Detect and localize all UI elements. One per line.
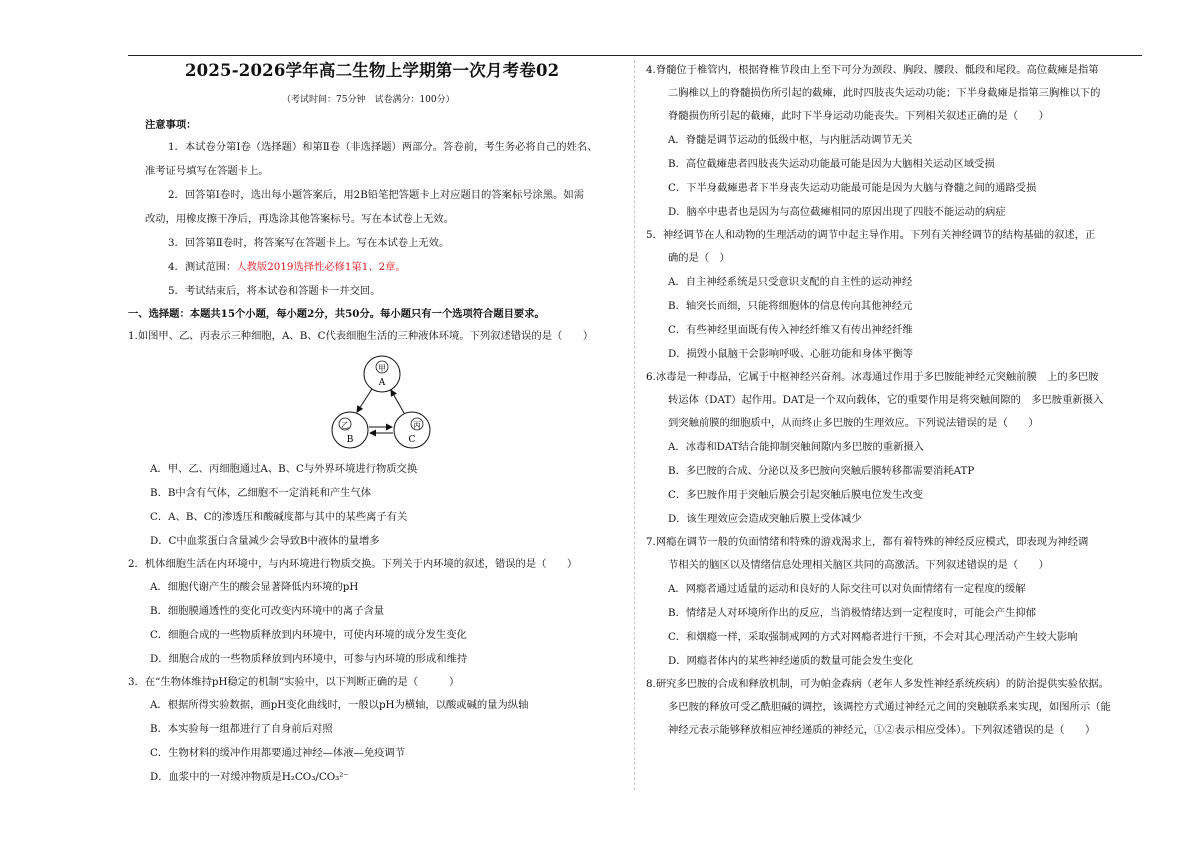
- diagram-svg: [328, 352, 438, 452]
- answer-option: B．情绪是人对环境所作出的反应，当消极情绪达到一定程度时，可能会产生抑郁: [668, 607, 1036, 619]
- question-stem: 8.研究多巴胺的合成和释放机制，可为帕金森病（老年人多发性神经系统疾病）的防治提供实验依据。: [646, 678, 1109, 690]
- question-stem: 神经元表示能够释放相应神经递质的神经元，①②表示相应受体）。下列叙述错误的是（ ）: [668, 724, 1096, 736]
- exam-title: 2025-2026学年高二生物上学期第一次月考卷02: [185, 61, 560, 80]
- answer-option: A．冰毒和DAT结合能抑制突触间隙内多巴胺的重新摄入: [668, 441, 924, 453]
- answer-option: B．轴突长而细，只能将细胞体的信息传向其他神经元: [668, 300, 913, 312]
- question-stem: 到突触前膜的细胞质中，从而终止多巴胺的生理效应。下列说法错误的是（ ）: [668, 417, 1039, 429]
- answer-option: D．血浆中的一对缓冲物质是H₂CO₃/CO₃²⁻: [150, 771, 349, 783]
- question-stem: 4.脊髓位于椎管内，根据脊椎节段由上至下可分为颈段、胸段、腰段、骶段和尾段。高位截瘫是指第: [646, 64, 1099, 76]
- question-stem: 节相关的脑区以及情绪信息处理相关脑区共同的高激活。下列叙述错误的是（ ）: [668, 559, 1049, 571]
- notice-line: 2．回答第Ⅰ卷时，选出每小题答案后，用2B铅笔把答题卡上对应题目的答案标号涂黑。如需: [168, 189, 585, 201]
- cell-fluid-diagram: [328, 352, 438, 456]
- node-a-char: 甲: [378, 364, 386, 373]
- answer-option: C．下半身截瘫患者下半身丧失运动功能最可能是因为大脑与脊髓之间的通路受损: [668, 182, 1037, 194]
- answer-option: A．脊髓是调节运动的低级中枢，与内脏活动调节无关: [668, 134, 913, 146]
- answer-option: A．甲、乙、丙细胞通过A、B、C与外界环境进行物质交换: [150, 463, 418, 475]
- answer-option: C．有些神经里面既有传入神经纤维又有传出神经纤维: [668, 324, 913, 336]
- question-stem: 2．机体细胞生活在内环境中，与内环境进行物质交换。下列关于内环境的叙述，错误的是（ ）: [128, 558, 578, 570]
- column-divider: [634, 60, 635, 790]
- answer-option: C．生物材料的缓冲作用都要通过神经—体液—免疫调节: [150, 747, 406, 759]
- question-stem: 6.冰毒是一种毒品，它属于中枢神经兴奋剂。冰毒通过作用于多巴胺能神经元突触前膜 上的多巴胺: [646, 371, 1099, 383]
- node-c-label: C: [408, 435, 416, 445]
- answer-option: C．多巴胺作用于突触后膜会引起突触后膜电位发生改变: [668, 489, 924, 501]
- answer-option: B．细胞膜通透性的变化可改变内环境中的离子含量: [150, 605, 385, 617]
- answer-option: B．多巴胺的合成、分泌以及多巴胺向突触后膜转移都需要消耗ATP: [668, 465, 975, 477]
- header-rule: [128, 55, 1142, 56]
- answer-option: D．C中血浆蛋白含量减少会导致B中液体的量增多: [150, 535, 380, 547]
- answer-option: B．B中含有气体，乙细胞不一定消耗和产生气体: [150, 487, 372, 499]
- notice-line: 改动，用橡皮擦干净后，再选涂其他答案标号。写在本试卷上无效。: [145, 213, 454, 225]
- answer-option: A．根据所得实验数据，画pH变化曲线时，一般以pH为横轴，以酸或碱的量为纵轴: [150, 699, 529, 711]
- notice-line: 3．回答第Ⅱ卷时，将答案写在答题卡上。写在本试卷上无效。: [168, 237, 450, 249]
- answer-option: D．损毁小鼠脑干会影响呼吸、心脏功能和身体平衡等: [668, 348, 914, 360]
- question-stem: 多巴胺的释放可受乙酰胆碱的调控，该调控方式通过神经元之间的突触联系来实现，如图所示（能: [668, 701, 1111, 713]
- question-stem: 7.网瘾在调节一般的负面情绪和特殊的游戏渴求上，都有着特殊的神经反应模式，即表现为神经调: [646, 536, 1089, 548]
- question-stem: 脊髓损伤所引起的截瘫，此时下半身运动功能丧失。下列相关叙述正确的是（ ）: [668, 110, 1049, 122]
- answer-option: C．和烟瘾一样，采取强制戒网的方式对网瘾者进行干预，不会对其心理活动产生较大影响: [668, 631, 1078, 643]
- question-stem: 二胸椎以上的脊髓损伤所引起的截瘫，此时四肢丧失运动功能；下半身截瘫是指第三胸椎以下的: [668, 87, 1101, 99]
- answer-option: D．细胞合成的一些物质释放到内环境中，可参与内环境的形成和维持: [150, 653, 468, 665]
- answer-option: A．网瘾者通过适量的运动和良好的人际交往可以对负面情绪有一定程度的缓解: [668, 583, 1026, 595]
- answer-option: B．本实验每一组都进行了自身前后对照: [150, 723, 333, 735]
- arrow-a-to-b: [357, 389, 372, 412]
- answer-option: A．自主神经系统是只受意识支配的自主性的运动神经: [668, 276, 913, 288]
- arrow-c-to-a: [391, 390, 404, 413]
- notice-line: 1．本试卷分第Ⅰ卷（选择题）和第Ⅱ卷（非选择题）两部分。答卷前，考生务必将自己的姓名、: [168, 141, 598, 153]
- test-scope-label: 4．测试范围：: [168, 261, 237, 273]
- answer-option: C．A、B、C的渗透压和酸碱度都与其中的某些离子有关: [150, 511, 408, 523]
- question-stem: 确的是（ ）: [668, 252, 730, 264]
- answer-option: B．高位截瘫患者四肢丧失运动功能最可能是因为大脑相关运动区域受损: [668, 158, 995, 170]
- node-b-char: 乙: [341, 421, 349, 430]
- question-stem: 1.如图甲、乙、丙表示三种细胞，A、B、C代表细胞生活的三种液体环境。下列叙述错误的是（ ）: [128, 330, 594, 342]
- notice-line: [168, 260, 406, 274]
- answer-option: C．细胞合成的一些物质释放到内环境中，可使内环境的成分发生变化: [150, 629, 467, 641]
- answer-option: D．该生理效应会造成突触后膜上受体减少: [668, 513, 862, 525]
- question-stem: 5．神经调节在人和动物的生理活动的调节中起主导作用。下列有关神经调节的结构基础的叙述，正: [646, 229, 1096, 241]
- node-b-label: B: [346, 435, 354, 445]
- node-a-label: A: [378, 378, 386, 388]
- question-stem: 3．在“生物体维持pH稳定的机制”实验中，以下判断正确的是（ ）: [128, 676, 460, 688]
- exam-subtitle: （考试时间：75分钟 试卷满分：100分）: [282, 95, 455, 105]
- section-heading: 一、选择题：本题共15个小题，每小题2分，共50分。每小题只有一个选项符合题目要求。: [128, 308, 545, 320]
- answer-option: D．网瘾者体内的某些神经递质的数量可能会发生变化: [668, 655, 914, 667]
- notice-line: 5．考试结束后，将本试卷和答题卡一并交回。: [168, 285, 381, 297]
- node-c-char: 丙: [413, 421, 421, 430]
- answer-option: D．脑卒中患者也是因为与高位截瘫相同的原因出现了四肢不能运动的病症: [668, 206, 1006, 218]
- question-stem: 转运体（DAT）起作用。DAT是一个双向载体，它的重要作用是将突触间隙的 多巴胺重新摄入: [668, 394, 1104, 406]
- answer-option: A．细胞代谢产生的酸会显著降低内环境的pH: [150, 581, 359, 593]
- notice-heading: 注意事项：: [145, 119, 197, 131]
- test-scope-value: 人教版2019选择性必修1第1、2章。: [236, 261, 406, 273]
- notice-line: 准考证号填写在答题卡上。: [145, 165, 269, 177]
